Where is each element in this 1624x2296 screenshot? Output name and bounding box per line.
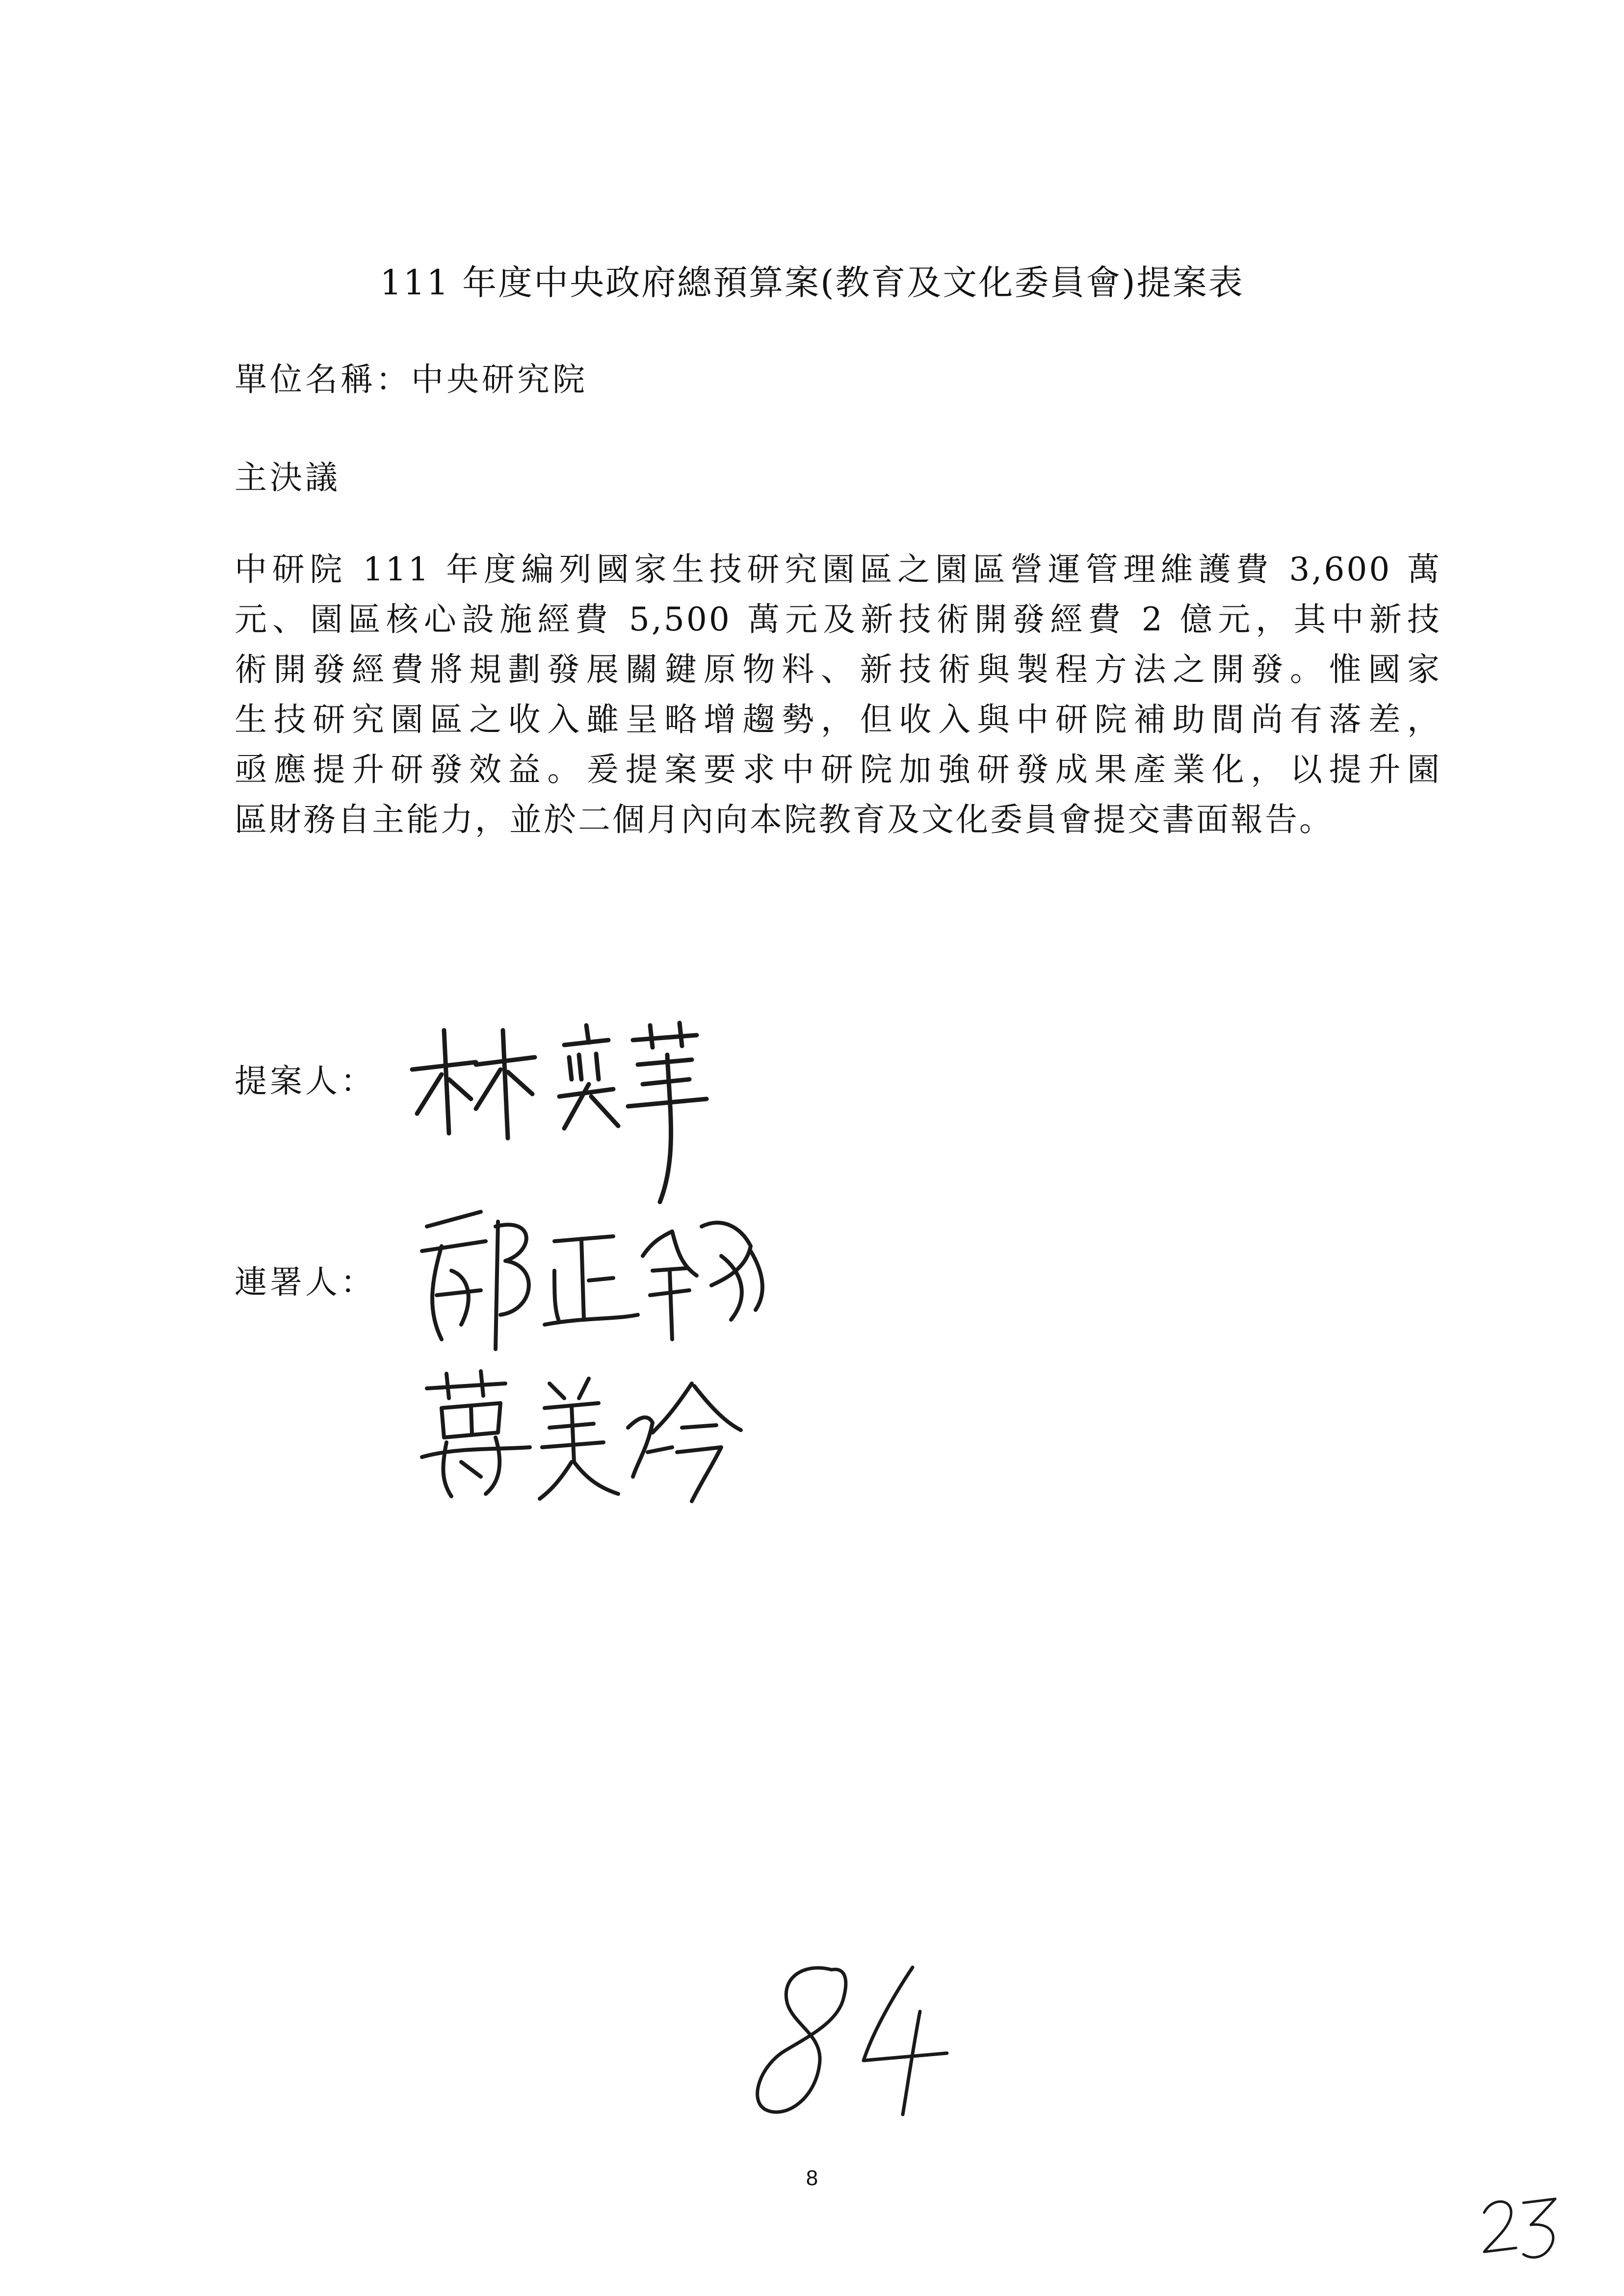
unit-name-line: 單位名稱：中央研究院	[235, 361, 588, 398]
body-line-3: 術開發經費將規劃發展關鍵原物料、新技術與製程方法之開發。惟國家	[235, 651, 1441, 688]
handwritten-number-23	[1477, 2188, 1565, 2262]
cosigner-signature-2	[417, 1364, 760, 1506]
resolution-heading: 主決議	[235, 459, 341, 496]
body-line-2: 元、園區核心設施經費 5,500 萬元及新技術開發經費 2 億元，其中新技	[235, 600, 1441, 638]
body-line-4: 生技研究園區之收入雖呈略增趨勢，但收入與中研院補助間尚有落差，	[235, 701, 1441, 738]
proposer-label: 提案人：	[235, 1062, 376, 1100]
document-title: 111 年度中央政府總預算案(教育及文化委員會)提案表	[380, 262, 1244, 303]
cosigner-label: 連署人：	[235, 1263, 376, 1301]
body-line-1: 中研院 111 年度編列國家生技研究園區之園區營運管理維護費 3,600 萬	[235, 550, 1441, 588]
resolution-body	[235, 545, 1441, 845]
cosigner-signature-1	[407, 1197, 780, 1354]
page-number: 8	[806, 2166, 818, 2190]
body-line-5: 亟應提升研發效益。爰提案要求中研院加強研發成果產業化，以提升園	[235, 751, 1441, 788]
handwritten-number-84	[751, 1957, 957, 2134]
body-line-6: 區財務自主能力，並於二個月內向本院教育及文化委員會提交書面報告。	[235, 801, 1334, 838]
proposer-signature	[402, 1011, 716, 1207]
